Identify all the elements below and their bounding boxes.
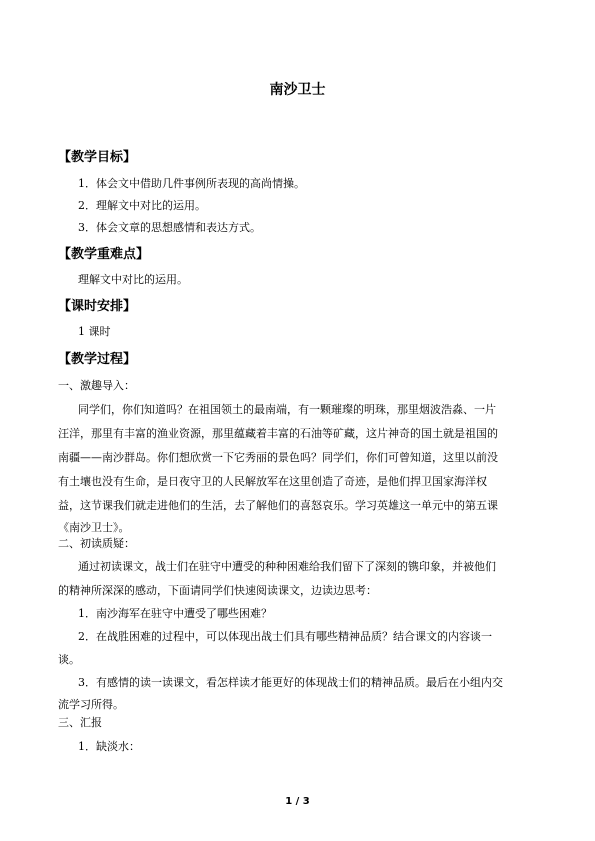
page-title: 南沙卫士: [269, 82, 326, 98]
part1-line-4: 有土壤也没有生命，是日夜守卫的人民解放军在这里创造了奇迹，是他们捍卫国家海洋权: [58, 475, 487, 488]
part1-line-3: 南疆——南沙群岛。你们想欣赏一下它秀丽的景色吗？同学们，你们可曾知道，这里以前没: [58, 451, 498, 464]
section-heading-goals: 【教学目标】: [58, 150, 137, 165]
section-heading-process: 【教学过程】: [58, 352, 137, 367]
section-heading-schedule: 【课时安排】: [58, 299, 137, 314]
part1-line-5: 益，这节课我们就走进他们的生活，去了解他们的喜怒哀乐。学习英雄这一单元中的第五课: [58, 499, 498, 512]
key-points-text: 理解文中对比的运用。: [78, 273, 188, 286]
part1-line-6: 《南沙卫士》。: [58, 521, 130, 534]
section-heading-key-points: 【教学重难点】: [58, 247, 150, 262]
goal-item-3: 3．体会文章的思想感情和表达方式。: [78, 221, 261, 234]
page-number: 1 / 3: [285, 796, 310, 807]
part2-title: 二、初读质疑：: [58, 537, 135, 550]
part1-title: 一、激趣导入：: [58, 379, 135, 392]
part1-line-1: 同学们，你们知道吗？在祖国领土的最南端，有一颗璀璨的明珠，那里烟波浩淼、一片: [78, 403, 496, 416]
part3-title: 三、汇报: [58, 716, 102, 729]
question-2-cont: 谈。: [58, 653, 80, 666]
part1-line-2: 汪洋，那里有丰富的渔业资源，那里蕴藏着丰富的石油等矿藏，这片神奇的国土就是祖国的: [58, 427, 498, 440]
question-1: 1．南沙海军在驻守中遭受了哪些困难？: [78, 607, 272, 620]
goal-item-1: 1．体会文中借助几件事例所表现的高尚情操。: [78, 177, 305, 190]
schedule-text: 1 课时: [78, 325, 111, 338]
part2-line-2: 的精神所深深的感动，下面请同学们快速阅读课文，边读边思考：: [58, 584, 377, 597]
part3-item-1: 1．缺淡水：: [78, 740, 140, 753]
question-3: 3．有感情的读一读课文，看怎样读才能更好的体现战士们的精神品质。最后在小组内交: [78, 676, 503, 689]
part2-line-1: 通过初读课文，战士们在驻守中遭受的种种困难给我们留下了深刻的镌印象，并被他们: [78, 560, 496, 573]
question-3-cont: 流学习所得。: [58, 698, 124, 711]
goal-item-2: 2．理解文中对比的运用。: [78, 199, 206, 212]
question-2: 2．在战胜困难的过程中，可以体现出战士们具有哪些精神品质？结合课文的内容谈一: [78, 630, 492, 643]
